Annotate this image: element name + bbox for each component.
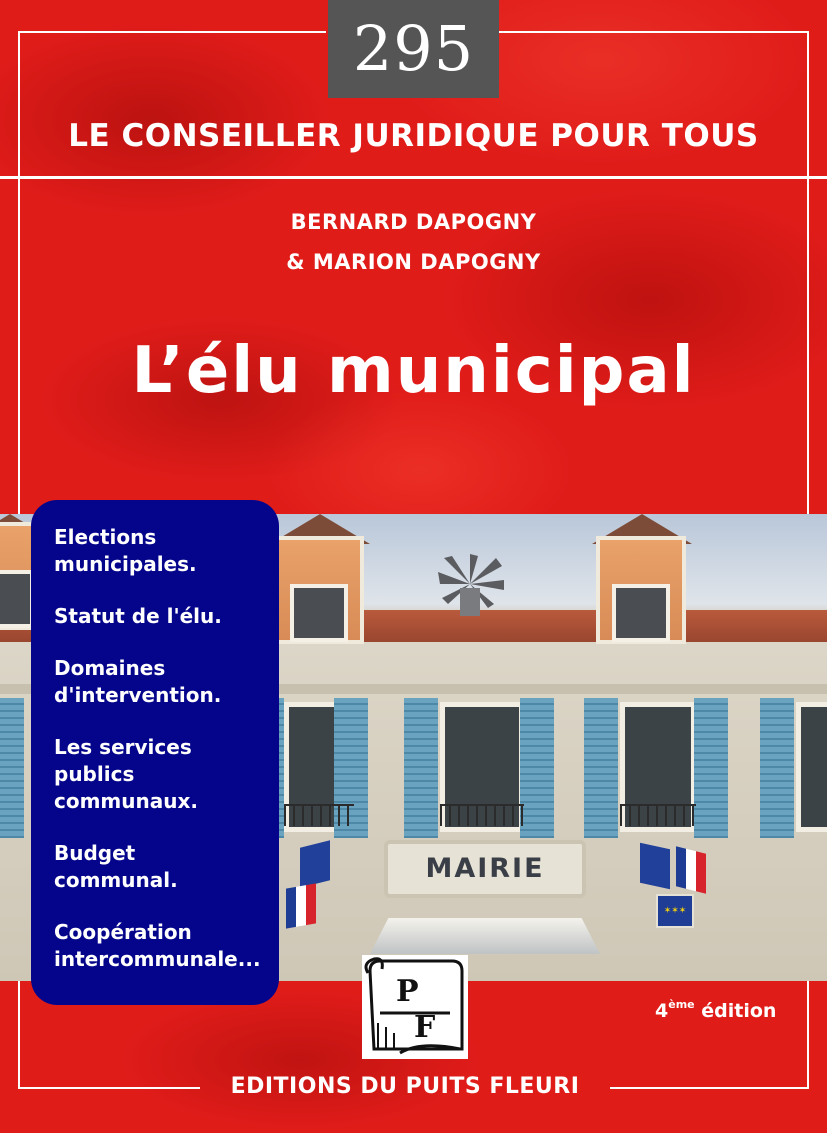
divider-line: [0, 176, 827, 179]
series-number: 295: [328, 0, 499, 98]
mairie-sign: MAIRIE: [384, 840, 586, 898]
topic-item: Domaines d'intervention.: [54, 656, 222, 707]
topics-box: [31, 500, 279, 1005]
topic-item: Coopération intercommunale...: [54, 920, 261, 971]
logo-letter-f: F: [414, 1010, 436, 1045]
frame-line: [499, 31, 809, 33]
entrance-canopy: [370, 918, 600, 954]
roof-vent-icon: [434, 554, 506, 616]
shutter: [404, 698, 438, 838]
publisher-logo-icon: [360, 953, 470, 1061]
book-title: L’élu municipal: [131, 334, 696, 408]
shutter: [0, 698, 24, 838]
balcony-rail: [620, 804, 696, 826]
authors: [0, 202, 827, 282]
author-line: & MARION DAPOGNY: [286, 250, 541, 274]
frame-line: [18, 31, 326, 33]
dormer-window: [596, 536, 686, 644]
french-flag-icon: [286, 883, 316, 928]
topic-item: Statut de l'élu.: [54, 604, 222, 628]
topic-item: Budget communal.: [54, 841, 178, 892]
shutter: [584, 698, 618, 838]
balcony-rail: [440, 804, 524, 826]
topic-item: Les services publics communaux.: [54, 735, 198, 813]
series-title: LE CONSEILLER JURIDIQUE POUR TOUS: [68, 118, 759, 154]
edition-number: 4: [655, 1000, 669, 1022]
shutter: [760, 698, 794, 838]
logo-letter-p: P: [396, 974, 419, 1009]
publisher-name: EDITIONS DU PUITS FLEURI: [230, 1074, 580, 1099]
frame-line: [807, 980, 809, 1088]
edition-label: [655, 1000, 776, 1022]
frame-line: [18, 980, 20, 1088]
frame-line: [18, 1087, 200, 1089]
topic-item: Elections municipales.: [54, 525, 197, 576]
dormer-window: [274, 536, 364, 644]
edition-suffix: ème: [668, 998, 695, 1011]
edition-word: édition: [701, 1000, 777, 1022]
eu-plaque-icon: ✶✶✶: [656, 894, 694, 928]
author-line: BERNARD DAPOGNY: [290, 210, 537, 234]
eu-flag-icon: [300, 840, 330, 887]
balcony-rail: [284, 804, 354, 826]
window: [796, 702, 827, 832]
shutter: [694, 698, 728, 838]
french-flag-icon: [676, 846, 706, 893]
eu-flag-icon: [640, 843, 670, 889]
frame-line: [610, 1087, 809, 1089]
shutter: [520, 698, 554, 838]
